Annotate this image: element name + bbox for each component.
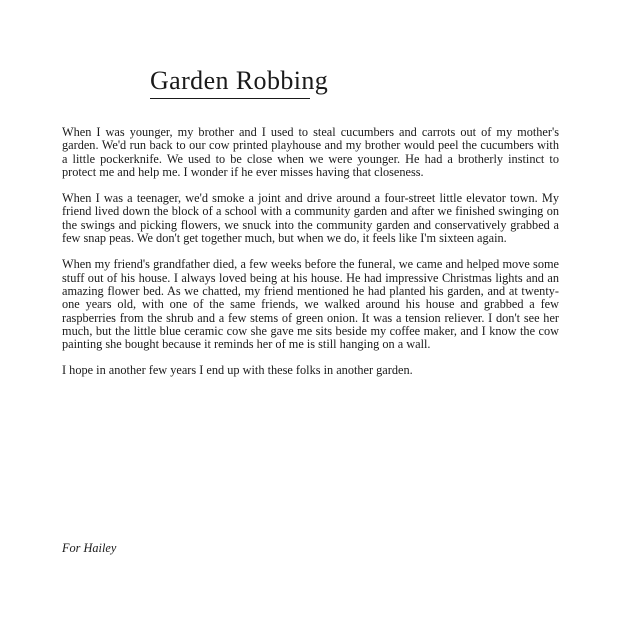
paragraph: When my friend's grandfather died, a few weeks before the funeral, we came and helped move some stuff out of his house. I always loved being at his house. He had impressive Christmas lights and an amazing flower bed. As we chatted, my friend mentioned he had planted his garden, and at twenty-one years old, with one of the same friends, we walked around his house and grabbed a few raspberries from the shrub and a few stems of green onion. It was a tension reliever. I don't see her much, but the little blue ceramic cow she gave me sits beside my coffee maker, and I know the cow painting she bought because it reminds her of me is still hanging on a wall. bbox=[62, 257, 559, 352]
title-underline bbox=[150, 98, 310, 99]
paragraph: When I was younger, my brother and I used to steal cucumbers and carrots out of my mother's garden. We'd run back to our cow printed playhouse and my brother would peel the cucumbers with a little pockerknife. We used to be close when we were younger. He had a brotherly instinct to protect me and help me. I wonder if he ever misses having that closeness. bbox=[62, 125, 559, 179]
essay-body bbox=[62, 126, 559, 391]
paragraph: When I was a teenager, we'd smoke a joint and drive around a four-street little elevator town. My friend lived down the block of a school with a community garden and after we finished swinging on the swings and picking flowers, we snuck into the community garden and conservatively grabbed a few snap peas. We don't get together much, but when we do, it feels like I'm sixteen again. bbox=[62, 191, 559, 246]
paragraph: I hope in another few years I end up with these folks in another garden. bbox=[62, 363, 413, 378]
page-title: Garden Robbing bbox=[150, 66, 329, 95]
dedication: For Hailey bbox=[62, 541, 117, 555]
